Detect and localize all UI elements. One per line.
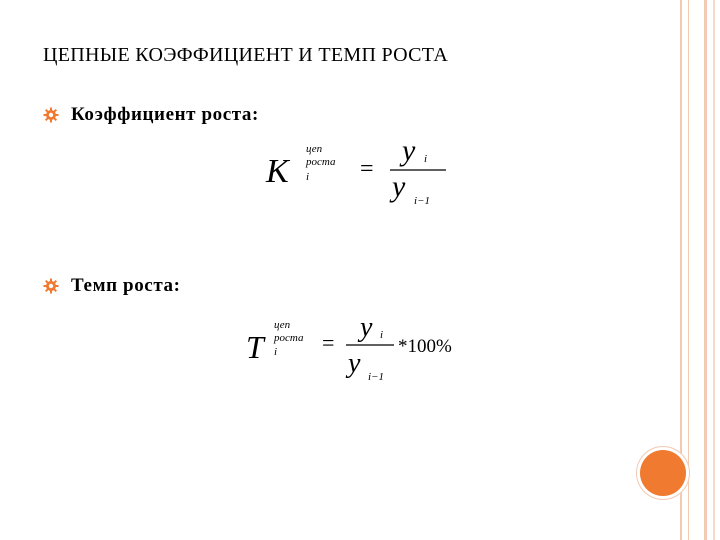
formula-equals: = (360, 156, 374, 182)
decorative-circle (640, 450, 686, 496)
formula-multiplier: *100% (398, 336, 452, 357)
formula-symbol: T (246, 329, 264, 365)
slide-title: ЦЕПНЫЕ КОЭФФИЦИЕНТ И ТЕМП РОСТА (43, 44, 449, 66)
formula-denominator: y (392, 170, 406, 203)
gear-bullet-icon (43, 278, 59, 294)
formula-denominator-subscript: i−1 (414, 195, 430, 207)
formula-numerator-subscript: i (380, 329, 384, 341)
formula-superscript-bottom: роста (306, 156, 336, 168)
formula-superscript-top: цеп (306, 143, 323, 155)
formula-equals: = (322, 330, 335, 355)
formula-numerator-subscript: i (424, 153, 428, 165)
formula-growth-coefficient (262, 132, 462, 217)
formula-denominator-subscript: i−1 (368, 371, 384, 383)
formula-subscript: i (306, 171, 310, 183)
gear-bullet-icon (43, 107, 59, 123)
formula-subscript: i (274, 346, 278, 358)
decorative-border-line (704, 0, 707, 540)
bullet-label: Коэффициент роста: (71, 104, 259, 125)
bullet-growth-coefficient (43, 104, 259, 126)
formula-superscript-bottom: роста (274, 332, 304, 344)
formula-denominator: y (348, 348, 361, 379)
bullet-label: Темп роста: (71, 275, 181, 296)
formula-superscript-top: цеп (274, 319, 291, 331)
formula-numerator: y (360, 312, 373, 343)
formula-growth-rate (242, 310, 482, 395)
formula-symbol: K (266, 153, 289, 190)
decorative-border-line (688, 0, 689, 540)
formula-numerator: y (402, 134, 416, 167)
bullet-growth-rate (43, 275, 181, 297)
decorative-border-line (713, 0, 715, 540)
